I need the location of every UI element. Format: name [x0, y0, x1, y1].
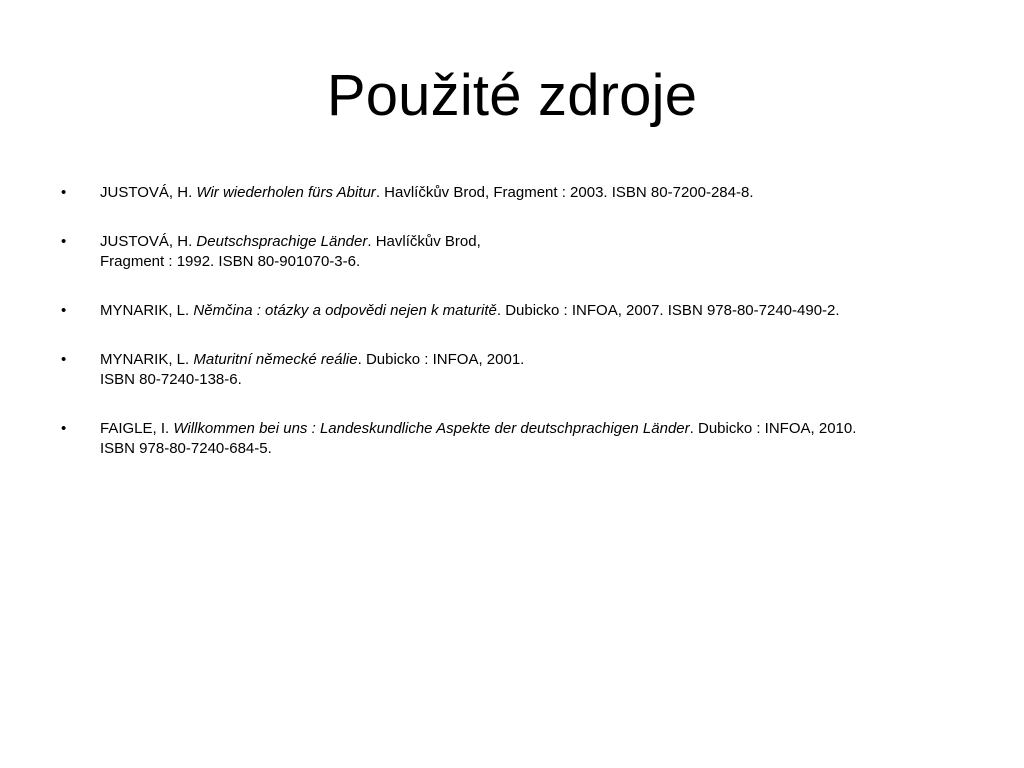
slide-title: Použité zdroje [326, 63, 698, 128]
reference-author: MYNARIK, L. [100, 351, 194, 368]
reference-details: . Dubicko : INFOA, 2007. ISBN 978-80-7240-490-2. [496, 302, 840, 319]
reference-author: FAIGLE, I. [100, 420, 174, 437]
reference-title: Maturitní německé reálie [193, 351, 358, 368]
reference-item [0, 183, 1000, 203]
reference-title: Němčina : otázky a odpovědi nejen k maturitě [193, 302, 497, 319]
reference-details: . Havlíčkův Brod, Fragment : 2003. ISBN 80-7200-284-8. [375, 184, 754, 201]
reference-item [0, 301, 1000, 321]
reference-details: . Dubicko : INFOA, 2010. [689, 420, 857, 437]
reference-line [100, 419, 1000, 439]
reference-author: MYNARIK, L. [100, 302, 194, 319]
reference-item [0, 419, 1000, 459]
reference-list [0, 183, 1000, 488]
reference-author: JUSTOVÁ, H. [100, 184, 197, 201]
reference-details: . Dubicko : INFOA, 2001. [357, 351, 525, 368]
reference-details: Fragment : 1992. ISBN 80-901070-3-6. [100, 253, 361, 270]
reference-line [100, 232, 1000, 252]
bullet-icon: • [61, 184, 67, 201]
reference-title: Wir wiederholen fürs Abitur [196, 184, 376, 201]
reference-item [0, 350, 1000, 390]
reference-details: ISBN 978-80-7240-684-5. [100, 440, 272, 457]
reference-line [100, 439, 1000, 459]
bullet-icon: • [61, 420, 67, 437]
reference-title: Willkommen bei uns : Landeskundliche Aspekte der deutschprachigen Länder [173, 420, 690, 437]
reference-line [100, 370, 1000, 390]
reference-item [0, 232, 1000, 272]
bullet-icon: • [61, 233, 67, 250]
bullet-icon: • [61, 302, 67, 319]
reference-line [100, 183, 1000, 203]
reference-title: Deutschsprachige Länder [196, 233, 368, 250]
reference-line [100, 301, 1000, 321]
reference-author: JUSTOVÁ, H. [100, 233, 197, 250]
reference-line [100, 252, 1000, 272]
reference-details: ISBN 80-7240-138-6. [100, 371, 242, 388]
bullet-icon: • [61, 351, 67, 368]
reference-line [100, 350, 1000, 370]
reference-details: . Havlíčkův Brod, [367, 233, 481, 250]
